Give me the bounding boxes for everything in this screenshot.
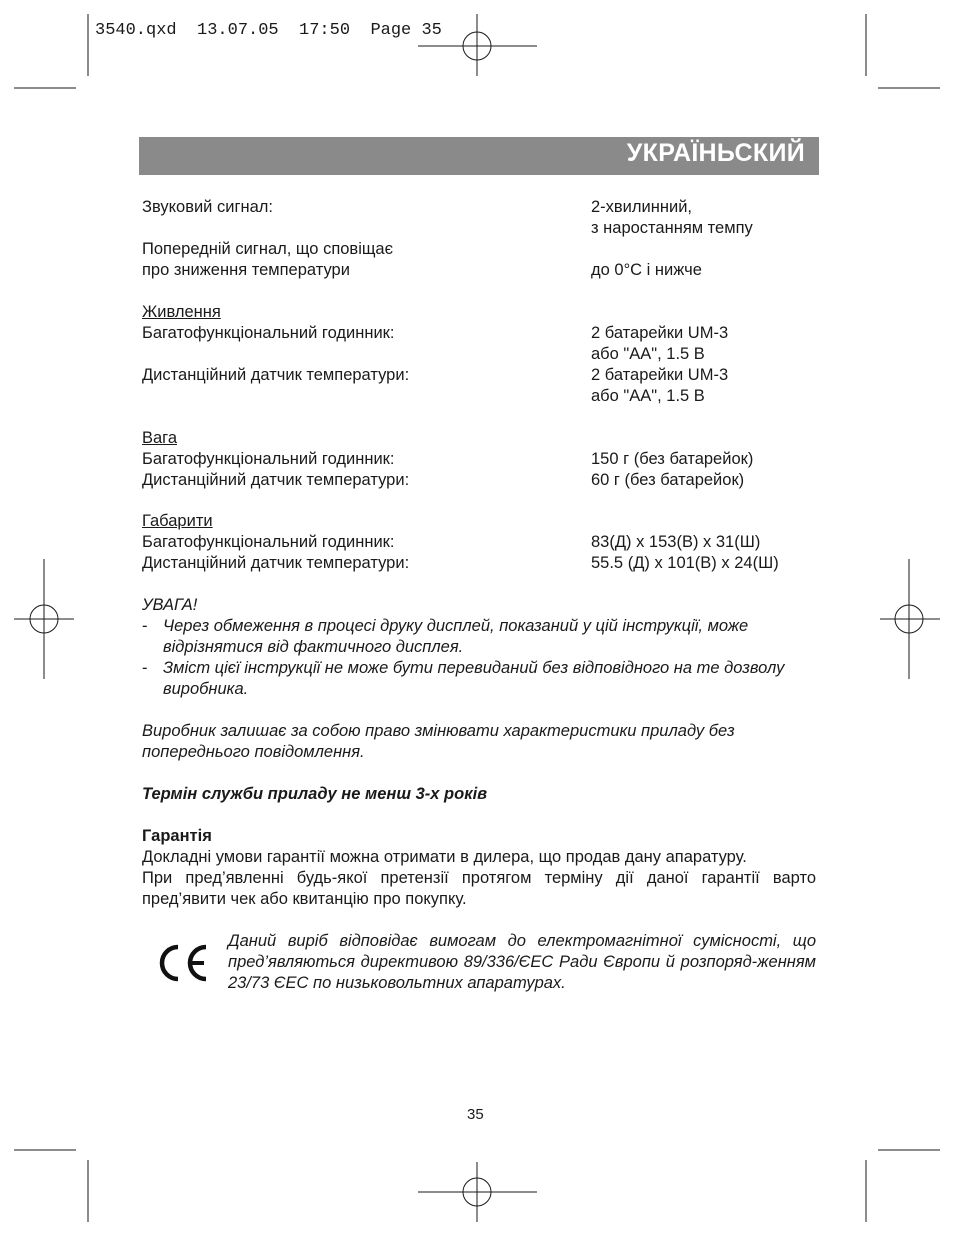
spec-value: 2-хвилинний,	[591, 198, 692, 216]
spec-value: 83(Д) x 153(В) x 31(Ш)	[591, 533, 761, 551]
spec-value: 2 батарейки UM-3	[591, 324, 729, 342]
spec-label: Попередній сигнал, що сповіщає	[142, 240, 394, 258]
language-header-title: УКРАЇНЬСКИЙ	[626, 139, 805, 167]
print-slug: 3540.qxd 13.07.05 17:50 Page 35	[95, 21, 442, 40]
warranty-text: Докладні умови гарантії можна отримати в дилера, що продав дану апаратуру.	[142, 848, 747, 866]
registration-mark-right	[880, 559, 940, 679]
notice-item: виробника.	[163, 680, 249, 698]
notice-heading: УВАГА!	[142, 596, 198, 614]
list-dash: -	[142, 617, 148, 635]
warranty-heading: Гарантія	[142, 827, 212, 845]
spec-value: з наростанням темпу	[591, 219, 753, 237]
language-header-bar	[139, 137, 819, 175]
ce-mark-icon	[156, 943, 212, 983]
spec-label: Багатофункціональний годинник:	[142, 324, 395, 342]
manufacturer-note: попереднього повідомлення.	[142, 743, 365, 761]
spec-label: про зниження температури	[142, 261, 350, 279]
service-life: Термін служби приладу не менш 3-х років	[142, 785, 488, 803]
section-heading-dimensions: Габарити	[142, 512, 213, 530]
spec-value: 60 г (без батарейок)	[591, 471, 745, 489]
notice-item: Через обмеження в процесі друку дисплей, показаний у цій інструкції, може	[163, 617, 749, 635]
spec-label: Дистанційний датчик температури:	[142, 554, 410, 572]
notice-item: відрізнятися від фактичного дисплея.	[163, 638, 464, 656]
spec-value: до 0°C і нижче	[591, 261, 702, 279]
spec-label: Багатофункціональний годинник:	[142, 533, 395, 551]
notice-item: Зміст цієї інструкції не може бути перевиданий без відповідного на те дозволу	[163, 659, 785, 677]
registration-mark-bottom	[418, 1162, 537, 1222]
spec-value: 2 батарейки UM-3	[591, 366, 729, 384]
page-number: 35	[467, 1106, 484, 1123]
spec-label: Дистанційний датчик температури:	[142, 366, 410, 384]
list-dash: -	[142, 659, 148, 677]
spec-label: Звуковий сигнал:	[142, 198, 273, 216]
spec-value: або "AA", 1.5 В	[591, 387, 705, 405]
spec-value: або "AA", 1.5 В	[591, 345, 705, 363]
spec-label: Багатофункціональний годинник:	[142, 450, 395, 468]
manufacturer-note: Виробник залишає за собою право змінювати характеристики приладу без	[142, 722, 735, 740]
section-heading-power: Живлення	[142, 303, 221, 321]
spec-label: Дистанційний датчик температури:	[142, 471, 410, 489]
spec-value: 150 г (без батарейок)	[591, 450, 754, 468]
registration-mark-left	[14, 559, 74, 679]
warranty-paragraph: При пред’явленні будь-якої претензії протягом терміну дії даної гарантії варто пред’явити чек або квитанцію про покупку.	[142, 869, 816, 908]
section-heading-weight: Вага	[142, 429, 178, 447]
spec-value: 55.5 (Д) x 101(В) x 24(Ш)	[591, 554, 779, 572]
ce-compliance-text: Даний виріб відповідає вимогам до електромагнітної сумісності, що пред’являються директивою 89/336/ЄЕС Ради Європи й розпоряд-женням 23/73 ЄЕС по низьковольтних апаратурах.	[228, 932, 816, 992]
